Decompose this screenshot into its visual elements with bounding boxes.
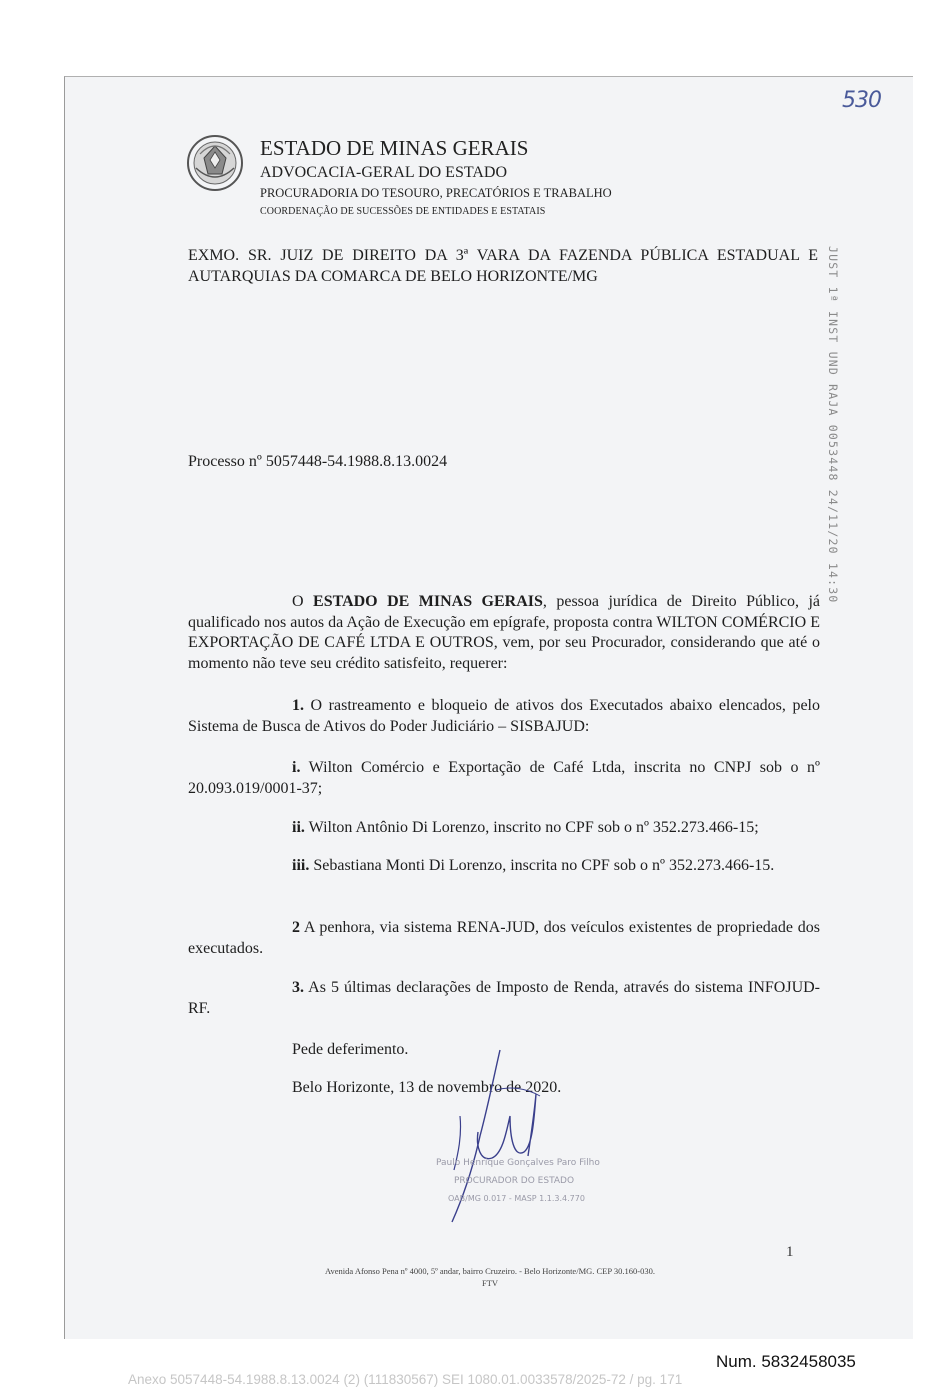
document-number: Num. 5832458035 [716,1352,856,1371]
intro-party-name: ESTADO DE MINAS GERAIS [313,593,543,610]
handwritten-page-number: 530 [842,88,881,113]
signature-registration: OAB/MG 0.017 - MASP 1.1.3.4.770 [448,1194,585,1203]
item-i-text: Wilton Comércio e Exportação de Café Ltda, inscrita no CNPJ sob o nº 20.093.019/0001-37; [188,759,820,797]
page-number: 1 [786,1244,794,1260]
item-iii-text: Sebastiana Monti Di Lorenzo, inscrita no CPF sob o nº 352.273.466-15. [309,857,775,874]
item-ii [188,818,820,839]
intro-prefix: O [292,593,314,610]
item-i [188,758,820,799]
item-ii-text: Wilton Antônio Di Lorenzo, inscrito no CPF sob o nº 352.273.466-15; [304,819,759,836]
item-i-marker: i. [292,759,301,776]
annex-line: Anexo 5057448-54.1988.8.13.0024 (2) (111830567) SEI 1080.01.0033578/2025-72 / pg. 171 [128,1372,683,1387]
closing: Pede deferimento. [292,1041,409,1058]
process-number: Processo nº 5057448-54.1988.8.13.0024 [188,453,448,470]
request-1-text: O rastreamento e bloqueio de ativos dos Executados abaixo elencados, pelo Sistema de Busca de Ativos do Poder Judiciário – SISBAJUD: [188,697,820,735]
request-1 [188,696,820,737]
item-iii-marker: iii. [292,857,310,874]
footer-initials: FTV [481,1278,499,1288]
request-2-number: 2 [292,919,300,936]
signature-title: PROCURADOR DO ESTADO [454,1176,575,1186]
header-agency: ADVOCACIA-GERAL DO ESTADO [260,164,507,181]
intro-paragraph [188,592,820,674]
request-2-text: A penhora, via sistema RENA-JUD, dos veículos existentes de propriedade dos executados. [188,919,820,957]
state-coat-of-arms-seal [186,134,244,192]
request-2 [188,918,820,959]
addressee: EXMO. SR. JUIZ DE DIREITO DA 3ª VARA DA FAZENDA PÚBLICA ESTADUAL E AUTARQUIAS DA COMARCA DE BELO HORIZONTE/MG [188,247,818,285]
item-ii-marker: ii. [292,819,305,836]
request-3-text: As 5 últimas declarações de Imposto de Renda, através do sistema INFOJUD-RF. [188,979,820,1017]
signature-name: Paulo Henrique Gonçalves Paro Filho [436,1158,600,1168]
header-coordination: COORDENAÇÃO DE SUCESSÕES DE ENTIDADES E ESTATAIS [260,206,546,217]
request-1-number: 1. [292,697,304,714]
header-state: ESTADO DE MINAS GERAIS [260,136,529,160]
place-date: Belo Horizonte, 13 de novembro de 2020. [292,1079,562,1096]
footer-address: Avenida Afonso Pena nº 4000, 5º andar, bairro Cruzeiro. - Belo Horizonte/MG. CEP 30.160-030. [325,1266,655,1276]
intro-text: , pessoa jurídica de Direito Público, já qualificado nos autos da Ação de Execução em epígrafe, proposta contra WILTON COMÉRCIO E EXPORTAÇÃO DE CAFÉ LTDA E OUTROS, vem, por seu Procurador, considerando que até o momento não teve seu crédito satisfeito, requerer: [188,593,820,672]
item-iii [188,856,820,877]
request-3-number: 3. [292,979,304,996]
request-3 [188,978,820,1019]
protocol-stamp: JUST 1ª INST UND RAJA 0053448 24/11/20 14:30 [826,246,840,604]
header-department: PROCURADORIA DO TESOURO, PRECATÓRIOS E TRABALHO [260,186,612,200]
